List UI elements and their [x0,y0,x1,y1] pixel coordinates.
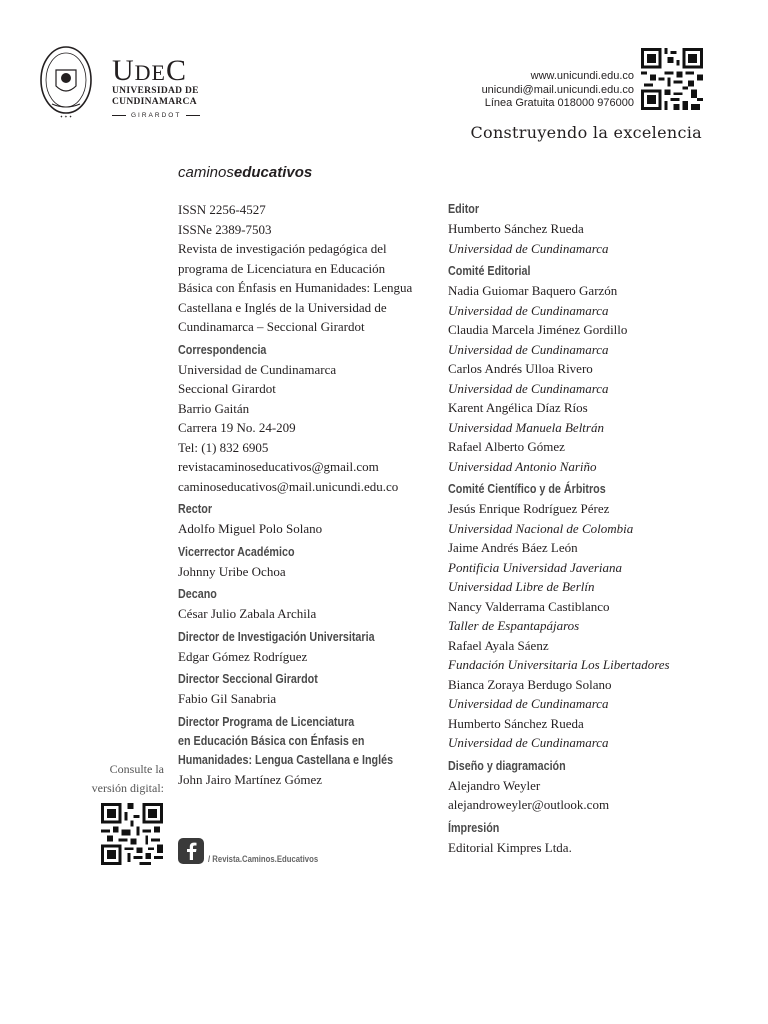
correspondencia-heading: Correspondencia [178,342,267,357]
qr-code-icon [641,48,703,110]
dir-programa-heading-2: en Educación Básica con Énfasis en [178,733,365,748]
dir-seccional-heading: Director Seccional Girardot [178,672,318,686]
vicerrector-heading: Vicerrector Académico [178,544,295,559]
website-link[interactable]: www.unicundi.edu.co [530,70,634,82]
member-affiliation: Universidad Antonio Nariño [448,458,597,474]
member-affiliation: Universidad de Cundinamarca [448,696,609,711]
designer-name: Alejandro Weyler [448,777,541,793]
comite-cientifico-heading: Comité Científico y de Árbitros [448,482,606,496]
vicerrector-name: Johnny Uribe Ochoa [178,563,286,579]
slogan: Construyendo la excelencia [470,123,702,142]
member-affiliation: Universidad Nacional de Colombia [448,520,634,536]
comite-editorial-heading: Comité Editorial [448,264,531,278]
rector-name: Adolfo Miguel Polo Solano [178,521,323,536]
facebook-link[interactable] [178,838,336,864]
member-name: Jaime Andrés Báez León [448,540,578,555]
dir-programa-heading-3: Humanidades: Lengua Castellana e Inglés [178,752,394,767]
dir-investigacion-name: Edgar Gómez Rodríguez [178,648,308,664]
phone: Tel: (1) 832 6905 [178,439,269,455]
member-name: Nadia Guiomar Baquero Garzón [448,283,618,298]
university-seal-logo [40,44,92,120]
journal-logo: caminoseducativos [178,164,313,181]
member-name: Claudia Marcela Jiménez Gordillo [448,322,628,337]
gmail-link[interactable]: revistacaminoseducativos@gmail.com [178,459,379,474]
editor-affiliation: Universidad de Cundinamarca [448,240,609,256]
left-column: ISSN 2256-4527 ISSNe 2389-7503 Revista de investigación pedagógica del programa de Licenciatura en Educación Básica con Énfasis en Humanidades: Lengua Castellana e Inglés de la Universidad de Cundinamarca – Seccional Girardot Correspondencia Universidad de Cundinamarca Seccional Girardot Barrio Gaitán Carrera 19 No. 24-209 Tel: (1) 832 6905 revistacaminoseducativos@gmail.com caminoseducativos@mail.unicundi.edu.co Rector Adolfo Miguel Polo Solano Vicerrector Académico Johnny Uribe Ochoa Decano César Julio Zabala Archila Director de Investigación Universitaria Edgar Gómez Rodríguez Director Seccional Girardot Fabio Gil Sanabria Director Programa de Licenciatura en Educación Básica con Énfasis en Humanidades: Lengua Castellana e Inglés John Jairo Martínez Gómez [178,200,418,789]
member-name: Nancy Valderrama Castiblanco [448,598,610,614]
designer-email-link[interactable]: alejandroweyler@outlook.com [448,797,610,812]
journal-intro: ISSN 2256-4527 ISSNe 2389-7503 Revista de investigación pedagógica del programa de Licenciatura en Educación Básica con Énfasis en Humanidades: Lengua Castellana e Inglés de la Universidad de Cundinamarca – Seccional Girardot [178,200,418,337]
brand-campus: GIRARDOT [112,112,200,119]
svg-text:✦ ✦ ✦: ✦ ✦ ✦ [59,114,73,119]
digital-version-note: Consulte la versión digital: [91,762,164,795]
member-name: Rafael Alberto Gómez [448,439,565,454]
printer-name: Editorial Kimpres Ltda. [448,839,572,855]
right-column [448,200,698,857]
member-affiliation: Universidad de Cundinamarca [448,341,609,357]
member-name: Carlos Andrés Ulloa Rivero [448,361,593,376]
dir-programa-heading-1: Director Programa de Licenciatura [178,714,355,729]
decano-name: César Julio Zabala Archila [178,606,317,621]
udec-wordmark: UDEC [112,54,188,87]
dir-programa-name: John Jairo Martínez Gómez [178,771,323,787]
member-name: Jesús Enrique Rodríguez Pérez [448,501,610,516]
member-affiliation: Universidad de Cundinamarca [448,380,609,396]
facebook-handle: / Revista.Caminos.Educativos [208,854,319,864]
member-affiliation: Fundación Universitaria Los Libertadores [448,657,670,672]
editor-heading: Editor [448,202,480,216]
brand-line-1: UNIVERSIDAD DE [112,86,199,96]
dir-seccional-name: Fabio Gil Sanabria [178,691,277,706]
member-affiliation: Universidad de Cundinamarca [448,735,609,750]
issn: ISSN 2256-4527 [178,202,266,217]
university-wordmark [112,54,200,119]
diseno-heading: Diseño y diagramación [448,758,566,773]
member-name: Humberto Sánchez Rueda [448,715,584,731]
toll-free-phone: Línea Gratuita 018000 976000 [484,97,634,109]
member-affiliation: Universidad Manuela Beltrán [448,419,604,435]
member-affiliation: Universidad de Cundinamarca [448,302,609,318]
editor-name: Humberto Sánchez Rueda [448,221,584,236]
impresion-heading: Ímpresión [448,820,500,835]
brand-line-2: CUNDINAMARCA [112,97,197,107]
contact-block [482,70,634,111]
contact-email-link[interactable]: unicundi@mail.unicundi.edu.co [481,83,634,96]
member-affiliation: Taller de Espantapájaros [448,618,580,633]
decano-heading: Decano [178,587,217,601]
member-affiliation: Universidad Libre de Berlín [448,579,595,594]
member-affiliation: Pontificia Universidad Javeriana [448,559,623,575]
member-name: Karent Angélica Díaz Ríos [448,400,588,415]
rector-heading: Rector [178,502,213,516]
facebook-icon [178,838,204,864]
issne: ISSNe 2389-7503 [178,221,272,237]
member-name: Bianca Zoraya Berdugo Solano [448,676,612,692]
institutional-email-link[interactable]: caminoseducativos@mail.unicundi.edu.co [178,478,399,494]
digital-version-qr-icon[interactable] [101,803,163,865]
member-name: Rafael Ayala Sáenz [448,637,549,653]
dir-investigacion-heading: Director de Investigación Universitaria [178,629,375,644]
